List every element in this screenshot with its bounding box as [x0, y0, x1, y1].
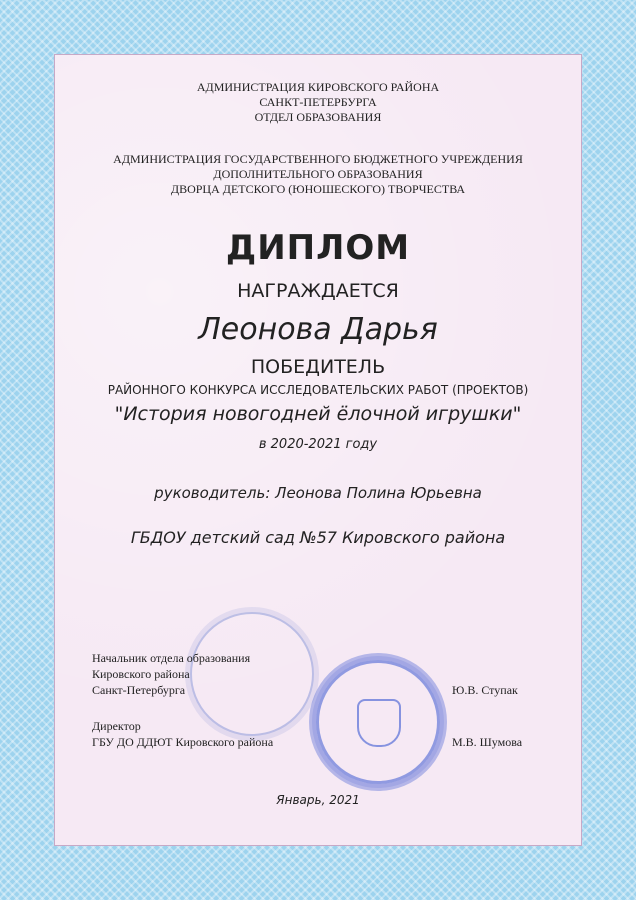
institution: ГБДОУ детский сад №57 Кировского района [130, 528, 506, 547]
contest-year: в 2020-2021 году [258, 437, 378, 452]
coat-of-arms-icon [357, 699, 401, 747]
head-title-3: Санкт-Петербурга [92, 683, 186, 697]
recipient-name: Леонова Дарья [198, 312, 438, 347]
director-title-2: ГБУ ДО ДДЮТ Кировского района [92, 735, 274, 749]
diploma-title: ДИПЛОМ [225, 228, 411, 268]
head-title-2: Кировского района [92, 667, 190, 681]
header-line-2: САНКТ-ПЕТЕРБУРГА [259, 95, 377, 109]
place-label: ПОБЕДИТЕЛЬ [250, 356, 386, 378]
awarded-label: НАГРАЖДАЕТСЯ [237, 280, 399, 302]
header-line-4: АДМИНИСТРАЦИЯ ГОСУДАРСТВЕННОГО БЮДЖЕТНОГО УЧРЕЖДЕНИЯ [113, 152, 523, 166]
palace-stamp [316, 660, 440, 784]
supervisor: руководитель: Леонова Полина Юрьевна [154, 484, 482, 502]
header-line-6: ДВОРЦА ДЕТСКОГО (ЮНОШЕСКОГО) ТВОРЧЕСТВА [170, 182, 466, 196]
head-title-1: Начальник отдела образования [92, 651, 251, 665]
issue-date: Январь, 2021 [276, 793, 360, 807]
director-title-1: Директор [92, 719, 141, 733]
header-line-3: ОТДЕЛ ОБРАЗОВАНИЯ [254, 110, 382, 124]
director-name: М.В. Шумова [452, 735, 523, 749]
head-name: Ю.В. Ступак [452, 683, 518, 697]
project-title: "История новогодней ёлочной игрушки" [114, 403, 522, 425]
contest-name: РАЙОННОГО КОНКУРСА ИССЛЕДОВАТЕЛЬСКИХ РАБОТ (ПРОЕКТОВ) [107, 383, 529, 397]
header-line-5: ДОПОЛНИТЕЛЬНОГО ОБРАЗОВАНИЯ [213, 167, 423, 181]
department-stamp [190, 612, 314, 736]
header-line-1: АДМИНИСТРАЦИЯ КИРОВСКОГО РАЙОНА [196, 80, 440, 94]
